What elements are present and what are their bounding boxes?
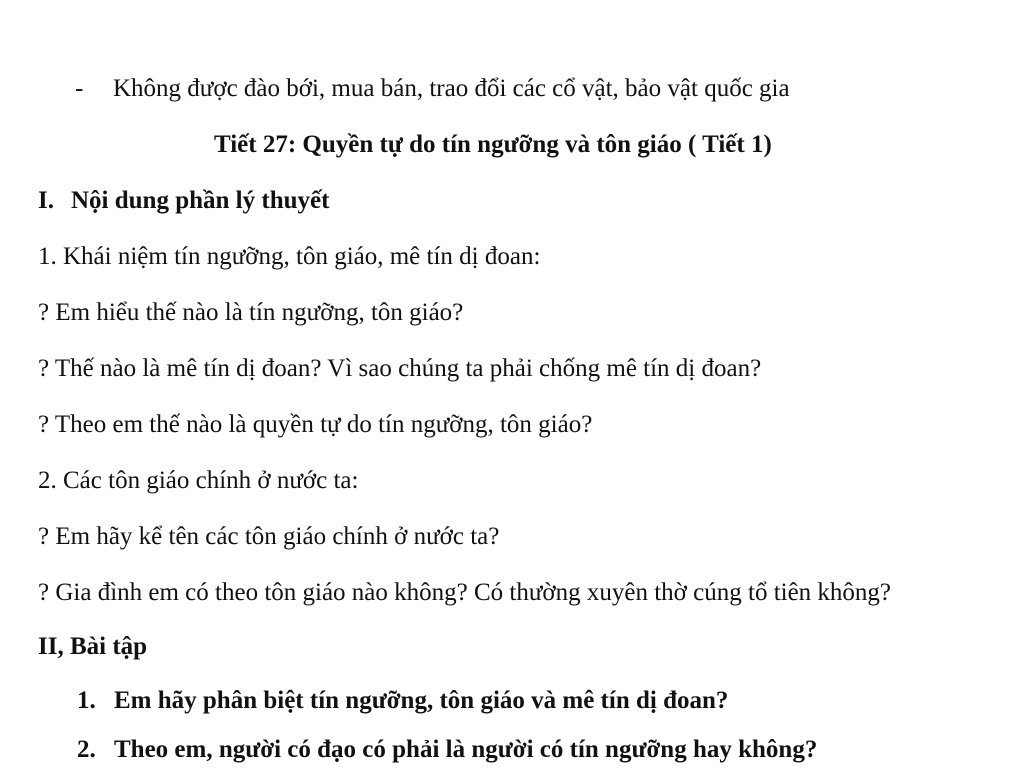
- question-line: ? Theo em thế nào là quyền tự do tín ngưỡng, tôn giáo?: [38, 411, 593, 438]
- lesson-title: Tiết 27: Quyền tự do tín ngưỡng và tôn giáo ( Tiết 1): [214, 131, 772, 158]
- exercise-number: 1.: [77, 687, 96, 714]
- subheading-concepts: 1. Khái niệm tín ngưỡng, tôn giáo, mê tín dị đoan:: [38, 243, 541, 270]
- exercise-number: 2.: [77, 736, 96, 763]
- question-line: ? Gia đình em có theo tôn giáo nào không? Có thường xuyên thờ cúng tổ tiên không?: [38, 579, 892, 606]
- exercise-text: Theo em, người có đạo có phải là người có tín ngưỡng hay không?: [114, 736, 818, 763]
- section2-heading: II, Bài tập: [38, 633, 148, 660]
- question-line: ? Em hiểu thế nào là tín ngưỡng, tôn giáo?: [38, 299, 464, 326]
- section1-heading: Nội dung phần lý thuyết: [71, 187, 330, 214]
- subheading-religions: 2. Các tôn giáo chính ở nước ta:: [38, 467, 359, 494]
- section1-number: I.: [38, 187, 54, 214]
- bullet-dash: -: [75, 75, 84, 102]
- question-line: ? Em hãy kể tên các tôn giáo chính ở nước ta?: [38, 523, 500, 550]
- intro-line: Không được đào bới, mua bán, trao đổi các cổ vật, bảo vật quốc gia: [113, 75, 790, 102]
- exercise-text: Em hãy phân biệt tín ngưỡng, tôn giáo và mê tín dị đoan?: [114, 687, 729, 714]
- question-line: ? Thế nào là mê tín dị đoan? Vì sao chúng ta phải chống mê tín dị đoan?: [38, 355, 762, 382]
